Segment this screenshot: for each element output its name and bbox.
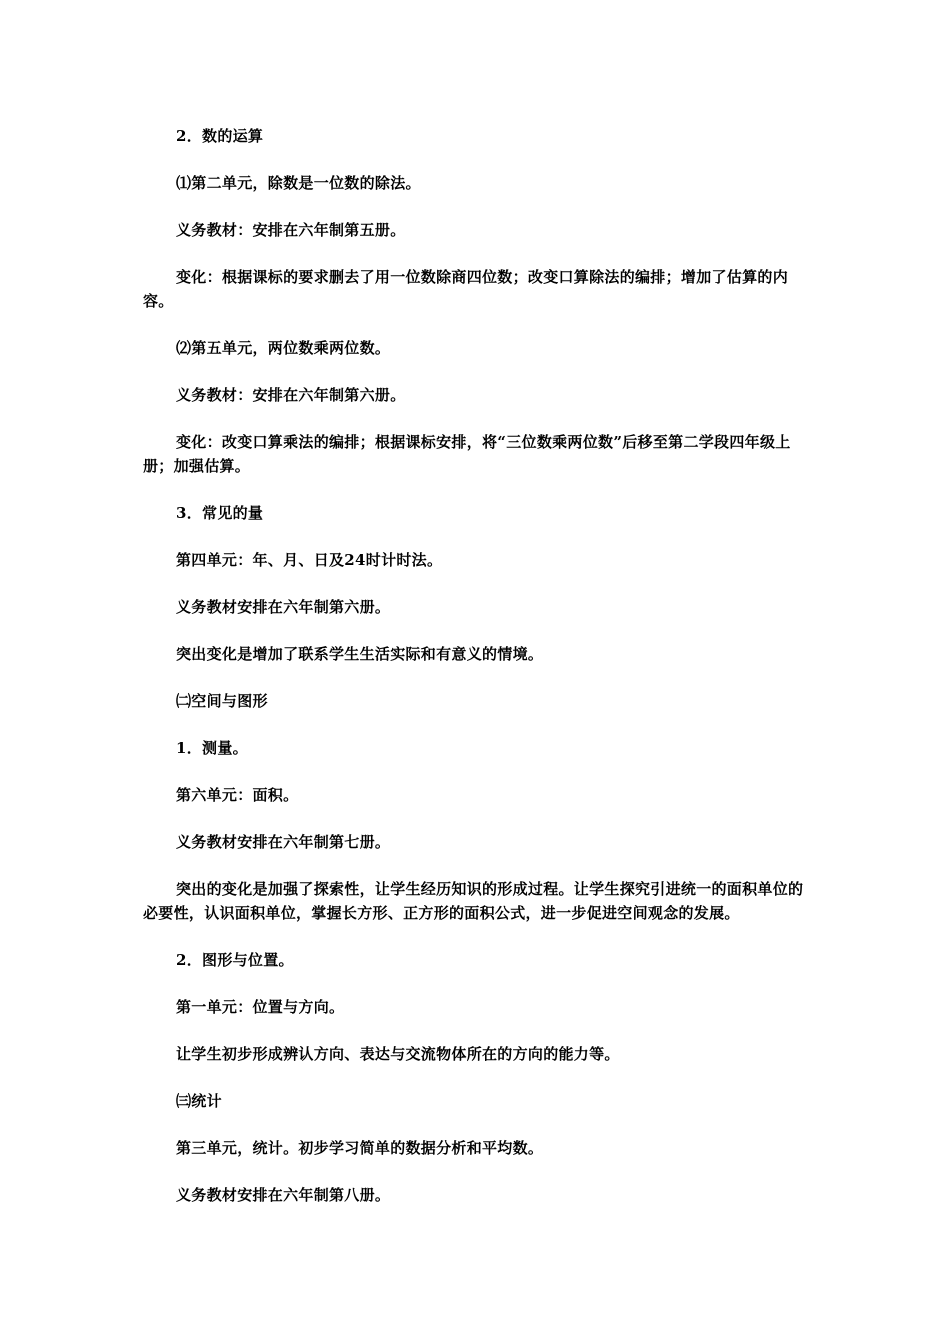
unit-heading: 第三单元，统计。初步学习简单的数据分析和平均数。 (176, 1139, 544, 1157)
change-note: 变化：改变口算乘法的编排；根据课标安排，将“三位数乘两位数”后移至第二学段四年级上册；加强估算。 (143, 433, 791, 475)
unit-heading: 第六单元：面积。 (176, 786, 299, 804)
unit-heading: ⑵第五单元，两位数乘两位数。 (176, 339, 391, 357)
document-body (143, 124, 809, 1207)
change-note: 突出变化是增加了联系学生生活实际和有意义的情境。 (176, 645, 544, 663)
section-heading: ㈡空间与图形 (176, 692, 268, 710)
textbook-note: 义务教材：安排在六年制第五册。 (176, 221, 406, 239)
textbook-note: 义务教材安排在六年制第八册。 (176, 1186, 391, 1204)
unit-heading: ⑴第二单元，除数是一位数的除法。 (176, 174, 421, 192)
section-heading: 3．常见的量 (176, 504, 264, 522)
change-note: 突出的变化是加强了探索性，让学生经历知识的形成过程。让学生探究引进统一的面积单位的必要性，认识面积单位，掌握长方形、正方形的面积公式，进一步促进空间观念的发展。 (143, 880, 804, 922)
change-note: 让学生初步形成辨认方向、表达与交流物体所在的方向的能力等。 (176, 1045, 620, 1063)
textbook-note: 义务教材：安排在六年制第六册。 (176, 386, 406, 404)
section-heading: ㈢统计 (176, 1092, 222, 1110)
unit-heading: 第四单元：年、月、日及24时计时法。 (176, 551, 443, 569)
section-heading: 2．数的运算 (176, 127, 264, 145)
textbook-note: 义务教材安排在六年制第七册。 (176, 833, 391, 851)
unit-heading: 第一单元：位置与方向。 (176, 998, 345, 1016)
change-note: 变化：根据课标的要求删去了用一位数除商四位数；改变口算除法的编排；增加了估算的内容。 (143, 268, 789, 310)
subsection-heading: 2．图形与位置。 (176, 951, 294, 969)
subsection-heading: 1．测量。 (176, 739, 248, 757)
textbook-note: 义务教材安排在六年制第六册。 (176, 598, 391, 616)
